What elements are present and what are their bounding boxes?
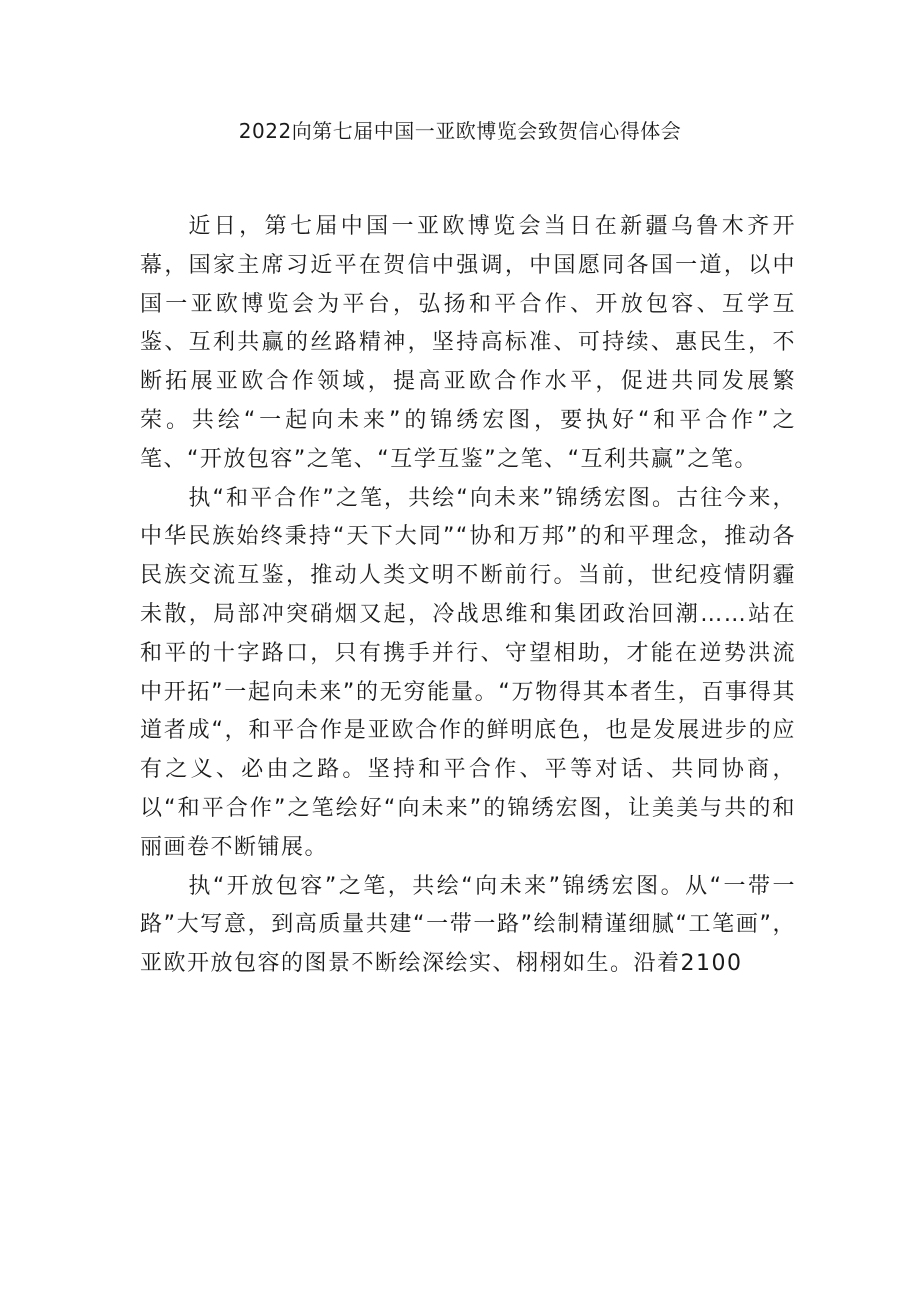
paragraph: 执“和平合作”之笔，共绘“向未来”锦绣宏图。古往今来，中华民族始终秉持“天下大同”“协和万邦”的和平理念，推动各民族交流互鉴，推动人类文明不断前行。当前，世纪疫情阴霾未散，局部冲突硝烟又起，冷战思维和集团政治回潮……站在和平的十字路口，只有携手并行、守望相助，才能在逆势洪流中开拓”一起向未来”的无穷能量。“万物得其本者生，百事得其道者成“，和平合作是亚欧合作的鲜明底色，也是发展进步的应有之义、必由之路。坚持和平合作、平等对话、共同协商，以“和平合作”之笔绘好“向未来”的锦绣宏图，让美美与共的和丽画卷不断铺展。 [140,485,796,860]
document-body [140,208,796,984]
paragraph: 执“开放包容”之笔，共绘“向未来”锦绣宏图。从“一带一路”大写意，到高质量共建“一带一路”绘制精谨细腻“工笔画”，亚欧开放包容的图景不断绘深绘实、栩栩如生。沿着2100 [140,873,796,977]
paragraph: 近日，第七届中国一亚欧博览会当日在新疆乌鲁木齐开幕，国家主席习近平在贺信中强调，中国愿同各国一道，以中国一亚欧博览会为平台，弘扬和平合作、开放包容、互学互鉴、互利共赢的丝路精神，坚持高标准、可持续、惠民生，不断拓展亚欧合作领域，提高亚欧合作水平，促进共同发展繁荣。共绘“一起向未来”的锦绣宏图，要执好“和平合作”之笔、“开放包容”之笔、“互学互鉴”之笔、“互利共赢”之笔。 [140,214,796,472]
document-title: 2022向第七届中国一亚欧博览会致贺信心得体会 [238,119,682,143]
